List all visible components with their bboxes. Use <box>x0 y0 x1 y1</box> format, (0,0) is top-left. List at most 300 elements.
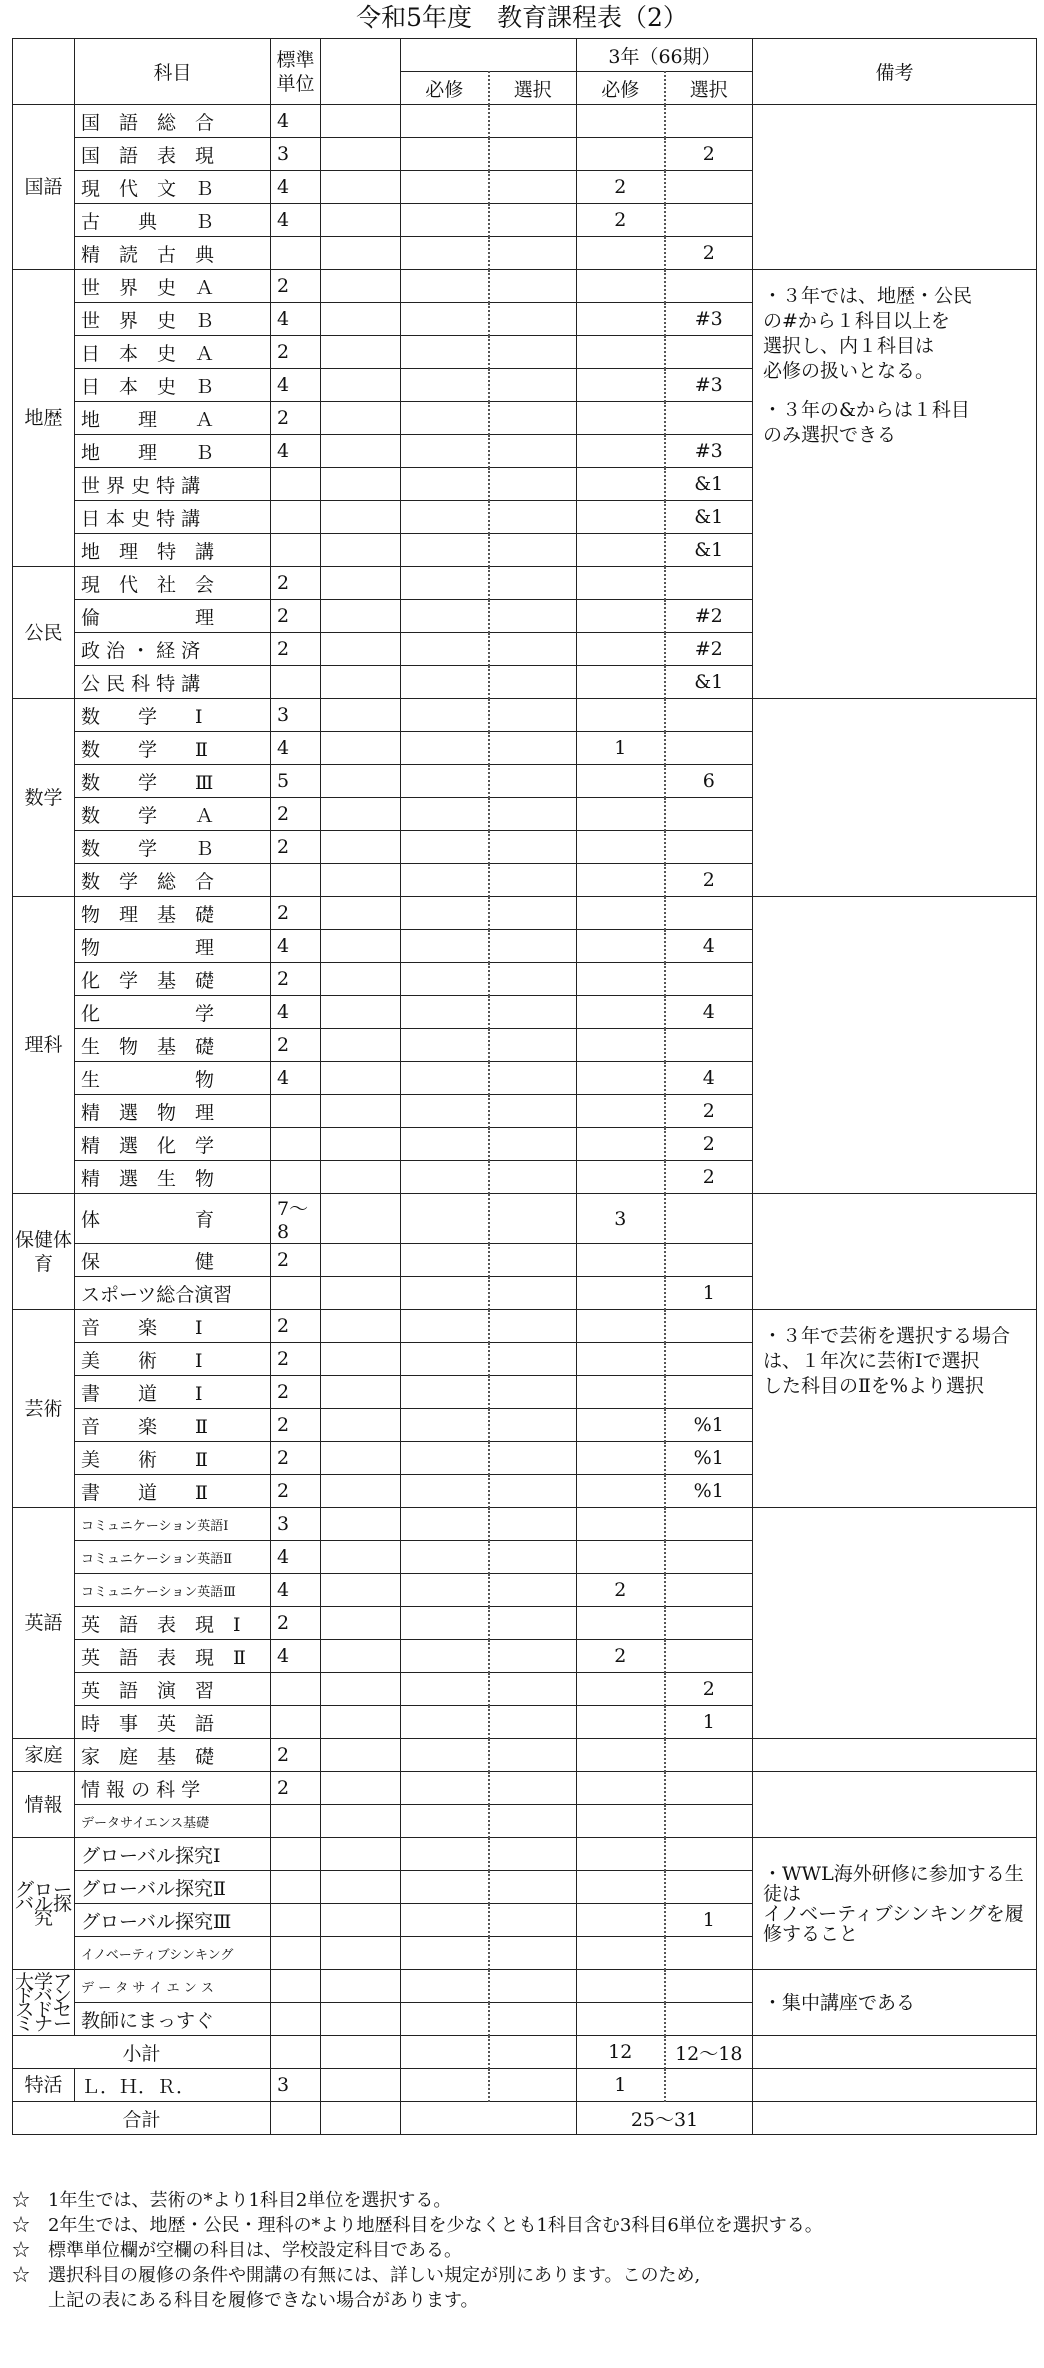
blank-cell <box>321 534 401 567</box>
blank-cell <box>321 270 401 303</box>
blank-cell <box>321 897 401 930</box>
subject-name: データサイエンス基礎 <box>75 1805 271 1838</box>
year3-required <box>577 1244 665 1277</box>
required-cell <box>401 633 489 666</box>
subject-name: コミュニケーション英語Ⅱ <box>75 1541 271 1574</box>
elective-cell <box>489 1838 577 1871</box>
header-remarks: 備考 <box>753 39 1037 105</box>
required-cell <box>401 1095 489 1128</box>
required-cell <box>401 963 489 996</box>
subject-name: 世 界 史 Ｂ <box>75 303 271 336</box>
standard-units: 4 <box>271 435 321 468</box>
year3-elective <box>665 963 753 996</box>
elective-cell <box>489 402 577 435</box>
year3-elective: 2 <box>665 237 753 270</box>
blank-cell <box>321 1244 401 1277</box>
year3-required <box>577 1062 665 1095</box>
blank-cell <box>321 402 401 435</box>
elective-cell <box>489 633 577 666</box>
remarks-blank <box>753 1508 1037 1739</box>
standard-units: 3 <box>271 699 321 732</box>
elective-cell <box>489 996 577 1029</box>
elective-cell <box>489 1376 577 1409</box>
year3-required <box>577 336 665 369</box>
standard-units: 3 <box>271 138 321 171</box>
blank-cell <box>321 1128 401 1161</box>
year3-required <box>577 1607 665 1640</box>
total-blank <box>401 2102 577 2135</box>
required-cell <box>401 1194 489 1244</box>
elective-cell <box>489 1194 577 1244</box>
standard-units: 3 <box>271 2069 321 2102</box>
year3-elective <box>665 1029 753 1062</box>
required-cell <box>401 1937 489 1970</box>
blank-cell <box>321 369 401 402</box>
year3-elective: &1 <box>665 501 753 534</box>
required-cell <box>401 204 489 237</box>
elective-cell <box>489 1772 577 1805</box>
subject-name: 物 理 <box>75 930 271 963</box>
year3-required <box>577 930 665 963</box>
subject-name: 数 学 Ｂ <box>75 831 271 864</box>
blank-cell <box>321 765 401 798</box>
blank-cell <box>321 1838 401 1871</box>
elective-cell <box>489 1128 577 1161</box>
remarks-line: ・３年で芸術を選択する場合 <box>763 1325 1011 1347</box>
footnotes <box>12 2188 1032 2313</box>
year3-elective <box>665 402 753 435</box>
standard-units: 2 <box>271 1244 321 1277</box>
elective-cell <box>489 2069 577 2102</box>
elective-cell <box>489 567 577 600</box>
required-cell <box>401 765 489 798</box>
standard-units <box>271 864 321 897</box>
subject-name: コミュニケーション英語Ⅲ <box>75 1574 271 1607</box>
blank-cell <box>271 2036 321 2069</box>
blank-cell <box>321 1376 401 1409</box>
required-cell <box>401 534 489 567</box>
year3-elective: #3 <box>665 435 753 468</box>
blank-cell <box>321 666 401 699</box>
total-row <box>13 2102 1037 2135</box>
blank-cell <box>321 1343 401 1376</box>
category-cell: 理科 <box>13 897 75 1194</box>
subject-name: 数 学 Ⅱ <box>75 732 271 765</box>
elective-cell <box>489 1607 577 1640</box>
year3-required <box>577 864 665 897</box>
remarks-blank <box>753 2102 1037 2135</box>
required-cell <box>401 1310 489 1343</box>
standard-units: 5 <box>271 765 321 798</box>
standard-units: 2 <box>271 270 321 303</box>
elective-cell <box>489 798 577 831</box>
standard-units <box>271 1937 321 1970</box>
blank-cell <box>321 1673 401 1706</box>
elective-cell <box>489 270 577 303</box>
blank-cell <box>321 1937 401 1970</box>
elective-cell <box>489 1673 577 1706</box>
remarks-note <box>753 1310 1037 1508</box>
subject-name: 書 道 Ⅱ <box>75 1475 271 1508</box>
subject-name: 物 理 基 礎 <box>75 897 271 930</box>
required-cell <box>401 435 489 468</box>
year3-required <box>577 1871 665 1904</box>
elective-cell <box>489 1904 577 1937</box>
footnote-line: ☆ 選択科目の履修の条件や開講の有無には、詳しい規定が別にあります。このため, <box>12 2265 701 2286</box>
required-cell <box>401 732 489 765</box>
required-cell <box>401 699 489 732</box>
subject-name: 生 物 基 礎 <box>75 1029 271 1062</box>
year3-elective <box>665 897 753 930</box>
year3-elective: %1 <box>665 1409 753 1442</box>
blank-cell <box>321 1739 401 1772</box>
required-cell <box>401 1277 489 1310</box>
elective-cell <box>489 897 577 930</box>
header-blank-2 <box>321 39 401 105</box>
subject-name: 美 術 Ⅱ <box>75 1442 271 1475</box>
year3-required: 3 <box>577 1194 665 1244</box>
blank-cell <box>321 171 401 204</box>
blank-cell <box>321 930 401 963</box>
elective-cell <box>489 1739 577 1772</box>
standard-units <box>271 468 321 501</box>
standard-units: 2 <box>271 1475 321 1508</box>
standard-units: 7～8 <box>271 1194 321 1244</box>
year3-elective: 1 <box>665 1706 753 1739</box>
year3-required <box>577 1739 665 1772</box>
year3-required: 2 <box>577 1574 665 1607</box>
footnote-line: ☆ 2年生では、地歴・公民・理科の*より地歴科目を少なくとも1科目含む3科目6単位を選択する。 <box>12 2215 823 2236</box>
elective-cell <box>489 1706 577 1739</box>
subject-name: 体 育 <box>75 1194 271 1244</box>
standard-units <box>271 2003 321 2036</box>
elective-cell <box>489 1310 577 1343</box>
subject-name: 地 理 Ｂ <box>75 435 271 468</box>
standard-units <box>271 1871 321 1904</box>
year3-elective: 1 <box>665 1277 753 1310</box>
year3-elective <box>665 336 753 369</box>
blank-cell <box>321 1541 401 1574</box>
standard-units: 2 <box>271 798 321 831</box>
standard-units: 4 <box>271 369 321 402</box>
required-cell <box>401 1574 489 1607</box>
required-cell <box>401 1607 489 1640</box>
year3-required <box>577 699 665 732</box>
year3-elective: 4 <box>665 1062 753 1095</box>
blank-cell <box>321 864 401 897</box>
subject-name: 教師にまっすぐ <box>75 2003 271 2036</box>
table-row <box>13 270 1037 303</box>
blank-cell <box>321 2102 401 2135</box>
subject-name: 化 学 <box>75 996 271 1029</box>
blank-cell <box>321 1607 401 1640</box>
subject-name: 精 選 物 理 <box>75 1095 271 1128</box>
blank-cell <box>321 138 401 171</box>
year3-required <box>577 1128 665 1161</box>
year3-required <box>577 1904 665 1937</box>
standard-units: 2 <box>271 600 321 633</box>
remarks-note <box>753 270 1037 699</box>
elective-cell <box>489 765 577 798</box>
standard-units: 2 <box>271 1310 321 1343</box>
required-cell <box>401 1128 489 1161</box>
category-cell: 情報 <box>13 1772 75 1838</box>
required-cell <box>401 1343 489 1376</box>
subject-name: コミュニケーション英語Ⅰ <box>75 1508 271 1541</box>
subject-name: グローバル探究Ⅰ <box>75 1838 271 1871</box>
remarks-line <box>763 384 1030 398</box>
subject-name: 数 学 Ⅲ <box>75 765 271 798</box>
subject-name: 保 健 <box>75 1244 271 1277</box>
year3-elective: 6 <box>665 765 753 798</box>
blank-cell <box>321 1475 401 1508</box>
year3-elective <box>665 1640 753 1673</box>
required-cell <box>401 930 489 963</box>
remarks-note <box>753 1970 1037 2036</box>
required-cell <box>401 1772 489 1805</box>
required-cell <box>401 171 489 204</box>
header-row-1 <box>13 39 1037 72</box>
year3-elective <box>665 1607 753 1640</box>
blank-cell <box>321 1442 401 1475</box>
standard-units: 2 <box>271 1409 321 1442</box>
elective-cell <box>489 1970 577 2003</box>
standard-units <box>271 237 321 270</box>
year3-elective: #3 <box>665 369 753 402</box>
elective-cell <box>489 1161 577 1194</box>
standard-units: 4 <box>271 204 321 237</box>
year3-required <box>577 369 665 402</box>
standard-units: 2 <box>271 963 321 996</box>
standard-units: 2 <box>271 1343 321 1376</box>
subject-name: 数 学 Ⅰ <box>75 699 271 732</box>
total-label: 合計 <box>13 2102 271 2135</box>
year3-elective: 2 <box>665 1095 753 1128</box>
subject-name: 地 理 特 講 <box>75 534 271 567</box>
year3-elective: 4 <box>665 930 753 963</box>
standard-units: 4 <box>271 303 321 336</box>
required-cell <box>401 336 489 369</box>
required-cell <box>401 996 489 1029</box>
subject-name: 世 界 史 Ａ <box>75 270 271 303</box>
blank-cell <box>321 501 401 534</box>
subject-name: 情 報 の 科 学 <box>75 1772 271 1805</box>
standard-units: 2 <box>271 336 321 369</box>
remarks-line: のみ選択できる <box>763 424 897 446</box>
year3-elective <box>665 1541 753 1574</box>
subject-name: Ｌ．Ｈ．Ｒ． <box>75 2069 271 2102</box>
elective-cell <box>489 336 577 369</box>
blank-cell <box>321 303 401 336</box>
required-cell <box>401 1508 489 1541</box>
required-cell <box>401 2003 489 2036</box>
category-cell: 大学アドバンスドセミナー <box>13 1970 75 2036</box>
subject-name: 日 本 史 特 講 <box>75 501 271 534</box>
subject-name: 古 典 Ｂ <box>75 204 271 237</box>
year3-elective: #2 <box>665 600 753 633</box>
blank-cell <box>321 1871 401 1904</box>
year3-required <box>577 996 665 1029</box>
remarks-blank <box>753 1772 1037 1838</box>
standard-units: 2 <box>271 1607 321 1640</box>
elective-cell <box>489 1574 577 1607</box>
remarks-line: ・３年では、地歴・公民 <box>763 285 973 307</box>
standard-units: 4 <box>271 1640 321 1673</box>
remarks-line: の#から１科目以上を <box>763 310 950 332</box>
year3-elective: 1 <box>665 1904 753 1937</box>
remarks-line: ・３年の&からは１科目 <box>763 399 970 421</box>
subject-name: イノベーティブシンキング <box>75 1937 271 1970</box>
header-required-3: 必修 <box>577 72 665 105</box>
table-row <box>13 105 1037 138</box>
remarks-line: 必修の扱いとなる。 <box>763 360 935 382</box>
year3-required <box>577 501 665 534</box>
year3-required <box>577 237 665 270</box>
standard-units: 2 <box>271 1772 321 1805</box>
subject-name: 公 民 科 特 講 <box>75 666 271 699</box>
subject-name: 音 楽 Ⅱ <box>75 1409 271 1442</box>
blank-cell <box>321 1772 401 1805</box>
year3-required <box>577 270 665 303</box>
elective-cell <box>489 732 577 765</box>
required-cell <box>401 1161 489 1194</box>
elective-cell <box>489 2003 577 2036</box>
elective-cell <box>489 501 577 534</box>
blank-cell <box>321 2036 401 2069</box>
required-cell <box>401 1244 489 1277</box>
elective-cell <box>489 237 577 270</box>
category-cell: 英語 <box>13 1508 75 1739</box>
header-subject: 科目 <box>75 39 271 105</box>
elective-cell <box>489 1277 577 1310</box>
subject-name: 生 物 <box>75 1062 271 1095</box>
subject-name: 精 読 古 典 <box>75 237 271 270</box>
year3-required <box>577 1475 665 1508</box>
elective-cell <box>489 1343 577 1376</box>
subject-name: 英 語 表 現 Ⅱ <box>75 1640 271 1673</box>
subject-name: 音 楽 Ⅰ <box>75 1310 271 1343</box>
subject-name: 美 術 Ⅰ <box>75 1343 271 1376</box>
year3-required <box>577 1805 665 1838</box>
table-row <box>13 897 1037 930</box>
year3-required <box>577 534 665 567</box>
year3-elective <box>665 699 753 732</box>
required-cell <box>401 237 489 270</box>
subject-name: 家 庭 基 礎 <box>75 1739 271 1772</box>
subject-name: 書 道 Ⅰ <box>75 1376 271 1409</box>
year3-elective <box>665 105 753 138</box>
year3-elective <box>665 1244 753 1277</box>
required-cell <box>401 798 489 831</box>
year3-elective <box>665 1772 753 1805</box>
subject-name: 日 本 史 Ｂ <box>75 369 271 402</box>
year3-required <box>577 1541 665 1574</box>
blank-cell <box>321 1574 401 1607</box>
year3-elective: 2 <box>665 1673 753 1706</box>
year3-elective <box>665 798 753 831</box>
required-cell <box>401 1871 489 1904</box>
standard-units: 4 <box>271 1574 321 1607</box>
year3-elective <box>665 1937 753 1970</box>
year3-elective: %1 <box>665 1475 753 1508</box>
standard-units: 2 <box>271 1029 321 1062</box>
remarks-blank <box>753 1739 1037 1772</box>
required-cell <box>401 1640 489 1673</box>
total-value: 25～31 <box>577 2102 753 2135</box>
remarks-note <box>753 1838 1037 1970</box>
elective-cell <box>489 369 577 402</box>
standard-units: 4 <box>271 1062 321 1095</box>
header-blank-3 <box>401 39 577 72</box>
year3-required: 1 <box>577 2069 665 2102</box>
elective-cell <box>489 171 577 204</box>
standard-units: 4 <box>271 1541 321 1574</box>
year3-required <box>577 1970 665 2003</box>
year3-required <box>577 435 665 468</box>
blank-cell <box>321 1277 401 1310</box>
year3-required: 2 <box>577 171 665 204</box>
year3-elective <box>665 1574 753 1607</box>
year3-required <box>577 105 665 138</box>
year3-required: 1 <box>577 732 665 765</box>
remarks-blank <box>753 105 1037 270</box>
year3-required <box>577 1376 665 1409</box>
standard-units: 4 <box>271 105 321 138</box>
year3-elective: 2 <box>665 138 753 171</box>
remarks-blank <box>753 2069 1037 2102</box>
category-cell: 国語 <box>13 105 75 270</box>
elective-cell <box>489 831 577 864</box>
required-cell <box>401 1838 489 1871</box>
required-cell <box>401 1970 489 2003</box>
standard-units: 2 <box>271 831 321 864</box>
subject-name: 地 理 Ａ <box>75 402 271 435</box>
subject-name: 化 学 基 礎 <box>75 963 271 996</box>
standard-units: 4 <box>271 996 321 1029</box>
year3-required <box>577 138 665 171</box>
standard-units <box>271 1128 321 1161</box>
year3-required <box>577 1937 665 1970</box>
elective-cell <box>489 963 577 996</box>
year3-elective <box>665 1343 753 1376</box>
subject-name: 現 代 社 会 <box>75 567 271 600</box>
blank-cell <box>321 732 401 765</box>
standard-units: 2 <box>271 1376 321 1409</box>
year3-required <box>577 1095 665 1128</box>
year3-elective <box>665 171 753 204</box>
year3-elective <box>665 1739 753 1772</box>
subject-name: 日 本 史 Ａ <box>75 336 271 369</box>
year3-elective <box>665 1838 753 1871</box>
standard-units: 4 <box>271 930 321 963</box>
elective-cell <box>489 435 577 468</box>
elective-cell <box>489 468 577 501</box>
subject-name: 現 代 文 Ｂ <box>75 171 271 204</box>
required-cell <box>401 1442 489 1475</box>
year3-required <box>577 633 665 666</box>
page-title: 令和5年度 教育課程表（2） <box>356 3 688 32</box>
remarks-line: ・WWL海外研修に参加する生徒は <box>763 1862 1024 1905</box>
remarks-blank <box>753 897 1037 1194</box>
header-standard-units: 標準 単位 <box>271 39 321 105</box>
header-elective-a: 選択 <box>489 72 577 105</box>
category-cell: 公民 <box>13 567 75 699</box>
table-row <box>13 2069 1037 2102</box>
blank-cell <box>321 633 401 666</box>
year3-elective: #3 <box>665 303 753 336</box>
subtotal-required: 12 <box>577 2036 665 2069</box>
subtotal-row <box>13 2036 1037 2069</box>
